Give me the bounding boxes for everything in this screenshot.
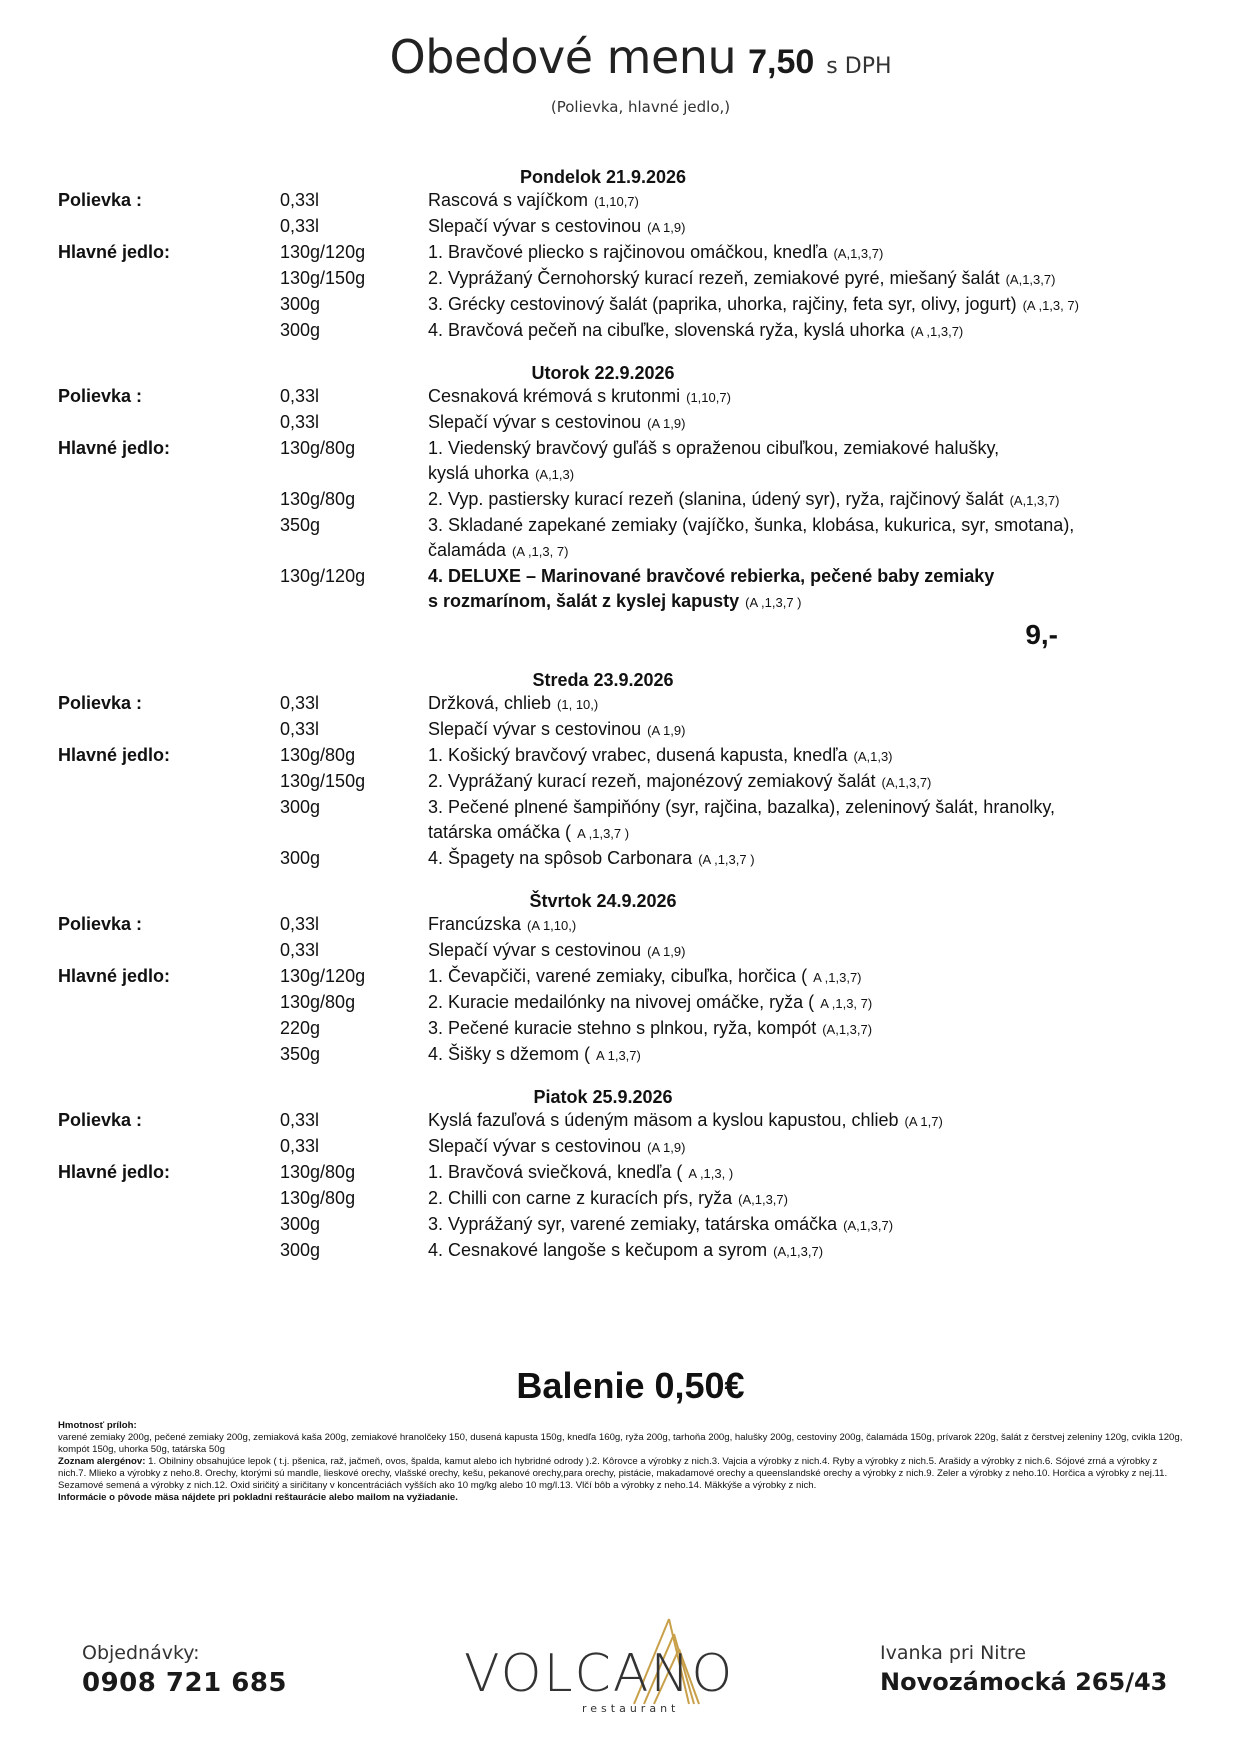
allergen-codes: (A,1,3,7) — [773, 1244, 824, 1259]
menu-row — [58, 384, 1198, 410]
meat-origin-note: Informácie o pôvode mäsa nájdete pri pokladni reštaurácie alebo mailom na vyžiadanie. — [58, 1492, 458, 1503]
dish — [428, 487, 1198, 513]
portion-size: 130g/150g — [280, 771, 366, 791]
order-label: Objednávky: — [82, 1642, 200, 1664]
dish — [428, 188, 1198, 214]
allergen-codes: (A,1,3,7) — [738, 1192, 788, 1207]
allergen-codes: (A 1,9) — [647, 220, 686, 235]
portion-size: 0,33l — [280, 1110, 320, 1130]
dish-name: Slepačí vývar s cestovinou — [428, 719, 642, 739]
dish — [428, 240, 1198, 266]
dish — [428, 538, 1198, 564]
day-title: Štvrtok 24.9.2026 — [529, 891, 677, 911]
allergen-codes: (A ,1,3,7) — [910, 324, 964, 339]
allergen-codes: A ,1,3, ) — [688, 1166, 734, 1181]
menu-row — [58, 1238, 1198, 1264]
dish — [428, 1238, 1198, 1264]
portion-size — [280, 461, 428, 487]
menu-title — [389, 30, 891, 84]
menu-row — [58, 1212, 1198, 1238]
dish-name: 1. Bravčové pliecko s rajčinovou omáčkou, knedľa — [428, 242, 828, 262]
row-label — [58, 487, 280, 513]
portion-size: 350g — [280, 1044, 321, 1064]
row-label — [58, 318, 280, 344]
portion-size: 300g — [280, 320, 321, 340]
portion-size — [280, 820, 428, 846]
menu-row — [58, 1016, 1198, 1042]
row-label — [58, 214, 280, 240]
dish — [428, 318, 1198, 344]
allergen-codes: (1, 10,) — [557, 697, 599, 712]
portion-size: 130g/80g — [280, 1162, 356, 1182]
dish-name: 4. Šišky s džemom ( — [428, 1044, 591, 1064]
row-label: Hlavné jedlo: — [58, 1162, 171, 1182]
allergen-codes: (A 1,9) — [647, 416, 686, 431]
vat-label: s DPH — [826, 54, 892, 79]
portion-size: 0,33l — [280, 940, 320, 960]
allergen-codes: A ,1,3,7 ) — [577, 826, 630, 841]
allergen-codes: (A ,1,3, 7) — [512, 544, 569, 559]
dish — [428, 1160, 1198, 1186]
allergen-codes: (A ,1,3, 7) — [1022, 298, 1079, 313]
dish-name: Slepačí vývar s cestovinou — [428, 412, 642, 432]
address — [880, 1642, 1167, 1696]
portion-size: 130g/120g — [280, 242, 366, 262]
row-label — [58, 1134, 280, 1160]
menu-row — [58, 461, 1198, 487]
menu-row — [58, 240, 1198, 266]
row-label — [58, 292, 280, 318]
dish-name: 4. DELUXE – Marinované bravčové rebierka, pečené baby zemiaky — [428, 566, 995, 586]
allergen-codes: (A 1,9) — [647, 1140, 686, 1155]
dish-name: Slepačí vývar s cestovinou — [428, 940, 642, 960]
row-label — [58, 538, 280, 564]
menu-row — [58, 266, 1198, 292]
deluxe-price: 9,- — [1025, 619, 1058, 650]
menu-row — [58, 214, 1198, 240]
dish-name: 3. Pečené kuracie stehno s plnkou, ryža, kompót — [428, 1018, 817, 1038]
portion-size: 130g/80g — [280, 489, 356, 509]
menu-row — [58, 1108, 1198, 1134]
volcano-logo — [464, 1614, 764, 1714]
dish-name: Kyslá fazuľová s údeným mäsom a kyslou kapustou, chlieb — [428, 1110, 899, 1130]
allergens-text: 1. Obilniny obsahujúce lepok ( t.j. pšenica, raž, jačmeň, ovos, špalda, kamut alebo ich hybridné odrody ).2. Kôrovce a výrobky z nich.3. Vajcia a výrobky z nich.4. Ryby a výrobky z nich.5. Arašidy a výrobky z nich.6. Sójové zrná a výrobky z nich.7. Mlieko a výrobky z neho.8. Orechy, ktorými sú mandle, lieskové orechy, vlašské orechy, kešu, pekanové orechy,para orechy, pistácie, makadamové orechy a queenslandské orechy a výrobky z nich.9. Zeler a výrobky z neho.10. Horčica a výrobky z nej.11. Sezamové semená a výrobky z nich.12. Oxid siričitý a siričitany v koncentráciách vyšších ako 10 mg/kg alebo 10 mg/l.13. Vlčí bôb a výrobky z neho.14. Mäkkýše a výrobky z nich. — [58, 1456, 1168, 1491]
dish-name: 3. Grécky cestovinový šalát (paprika, uhorka, rajčiny, feta syr, olivy, jogurt) — [428, 294, 1017, 314]
dish — [428, 1134, 1198, 1160]
dish — [428, 846, 1198, 872]
menu-row — [58, 538, 1198, 564]
row-label — [58, 564, 280, 589]
dish-name: kyslá uhorka — [428, 463, 530, 483]
dish — [428, 1016, 1198, 1042]
row-label — [58, 410, 280, 436]
dish — [428, 691, 1198, 717]
menu-row — [58, 292, 1198, 318]
row-label — [58, 513, 280, 538]
dish-name: 4. Cesnakové langoše s kečupom a syrom — [428, 1240, 768, 1260]
dish-name: 1. Košický bravčový vrabec, dusená kapusta, knedľa — [428, 745, 848, 765]
portion-size: 350g — [280, 515, 321, 535]
dish — [428, 912, 1198, 938]
dish-name: Cesnaková krémová s krutonmi — [428, 386, 681, 406]
portion-size: 130g/80g — [280, 1188, 356, 1208]
dish-name: 2. Vyprážaný kurací rezeň, majonézový zemiakový šalát — [428, 771, 876, 791]
portion-size: 300g — [280, 294, 321, 314]
portion-size: 0,33l — [280, 190, 320, 210]
portion-size: 0,33l — [280, 386, 320, 406]
row-label — [58, 717, 280, 743]
dish-name: 3. Pečené plnené šampiňóny (syr, rajčina, bazalka), zeleninový šalát, hranolky, — [428, 797, 1056, 817]
allergen-codes: A ,1,3, 7) — [820, 996, 873, 1011]
portion-size: 0,33l — [280, 693, 320, 713]
day-block — [58, 1086, 1198, 1264]
allergen-codes: (A ,1,3,7 ) — [698, 852, 755, 867]
row-label: Hlavné jedlo: — [58, 966, 171, 986]
day-block — [58, 166, 1198, 344]
address-city: Ivanka pri Nitre — [880, 1642, 1027, 1664]
dish — [428, 436, 1198, 461]
row-label — [58, 1186, 280, 1212]
menu-row — [58, 820, 1198, 846]
row-label: Hlavné jedlo: — [58, 745, 171, 765]
dish-name: Francúzska — [428, 914, 522, 934]
row-label — [58, 938, 280, 964]
order-phone: 0908 721 685 — [82, 1668, 288, 1698]
portion-size — [280, 589, 428, 615]
menu-row — [58, 691, 1198, 717]
menu-header — [0, 30, 1241, 116]
dish — [428, 461, 1198, 487]
sides-title: Hmotnosť príloh: — [58, 1420, 137, 1431]
order-info — [82, 1642, 287, 1698]
dish-name: 4. Špagety na spôsob Carbonara — [428, 848, 693, 868]
logo-text: VOLCANO — [464, 1644, 735, 1704]
dish — [428, 266, 1198, 292]
portion-size — [280, 538, 428, 564]
dish — [428, 1186, 1198, 1212]
row-label — [58, 1042, 280, 1068]
menu-row — [58, 188, 1198, 214]
title-text: Obedové menu — [389, 30, 737, 84]
dish — [428, 795, 1198, 820]
row-label — [58, 846, 280, 872]
row-label — [58, 769, 280, 795]
portion-size: 220g — [280, 1018, 321, 1038]
allergen-codes: (A 1,10,) — [527, 918, 577, 933]
dish — [428, 743, 1198, 769]
allergen-codes: A ,1,3,7) — [813, 970, 862, 985]
dish-name: 3. Vyprážaný syr, varené zemiaky, tatárska omáčka — [428, 1214, 838, 1234]
portion-size: 130g/80g — [280, 438, 356, 458]
portion-size: 0,33l — [280, 1136, 320, 1156]
row-label — [58, 266, 280, 292]
allergen-codes: (A,1,3,7) — [833, 246, 884, 261]
menu-row — [58, 990, 1198, 1016]
weekly-menu — [58, 166, 1198, 1282]
dish-name: tatárska omáčka ( — [428, 822, 572, 842]
menu-row — [58, 717, 1198, 743]
row-label: Hlavné jedlo: — [58, 438, 171, 458]
allergen-codes: (A 1,7) — [904, 1114, 943, 1129]
menu-row — [58, 410, 1198, 436]
row-label — [58, 589, 280, 615]
portion-size: 0,33l — [280, 719, 320, 739]
row-label: Polievka : — [58, 693, 143, 713]
row-label — [58, 795, 280, 820]
allergen-codes: (1,10,7) — [594, 194, 639, 209]
dish — [428, 1212, 1198, 1238]
dish-name: 2. Kuracie medailónky na nivovej omáčke, ryža ( — [428, 992, 815, 1012]
dish — [428, 564, 1198, 589]
dish-name: 2. Chilli con carne z kuracích pŕs, ryža — [428, 1188, 733, 1208]
dish-name: Rascová s vajíčkom — [428, 190, 589, 210]
row-label — [58, 990, 280, 1016]
day-title: Utorok 22.9.2026 — [531, 363, 675, 383]
footer — [0, 1600, 1241, 1720]
portion-size: 300g — [280, 1240, 321, 1260]
dish — [428, 717, 1198, 743]
dish — [428, 410, 1198, 436]
allergen-codes: (A ,1,3,7 ) — [745, 595, 802, 610]
menu-row — [58, 938, 1198, 964]
allergen-codes: (A,1,3,7) — [1005, 272, 1056, 287]
menu-row — [58, 318, 1198, 344]
dish-name: Slepačí vývar s cestovinou — [428, 216, 642, 236]
row-label — [58, 1212, 280, 1238]
allergen-codes: (1,10,7) — [686, 390, 731, 405]
allergen-codes: (A,1,3) — [535, 467, 575, 482]
notes-section — [58, 1420, 1183, 1504]
dish — [428, 1042, 1198, 1068]
menu-row — [58, 846, 1198, 872]
dish-name: 1. Viedenský bravčový guľáš s opraženou cibuľkou, zemiakové halušky, — [428, 438, 1000, 458]
portion-size: 0,33l — [280, 914, 320, 934]
menu-row — [58, 769, 1198, 795]
address-street: Novozámocká 265/43 — [880, 1668, 1168, 1696]
day-block — [58, 362, 1198, 651]
menu-row — [58, 589, 1198, 615]
row-label — [58, 820, 280, 846]
menu-row — [58, 487, 1198, 513]
day-title: Piatok 25.9.2026 — [533, 1087, 673, 1107]
logo-subtitle: restaurant — [582, 1702, 680, 1715]
dish — [428, 214, 1198, 240]
menu-row — [58, 964, 1198, 990]
day-title: Streda 23.9.2026 — [532, 670, 674, 690]
portion-size: 300g — [280, 848, 321, 868]
day-block — [58, 669, 1198, 872]
menu-row — [58, 436, 1198, 461]
row-label — [58, 461, 280, 487]
dish — [428, 292, 1198, 318]
row-label: Polievka : — [58, 386, 143, 406]
dish — [428, 1108, 1198, 1134]
dish — [428, 820, 1198, 846]
menu-row — [58, 1134, 1198, 1160]
dish — [428, 964, 1198, 990]
portion-size: 0,33l — [280, 216, 320, 236]
dish — [428, 938, 1198, 964]
sides-text: varené zemiaky 200g, pečené zemiaky 200g, zemiaková kaša 200g, zemiakové hranolčeky 150, dusená kapusta 150g, knedľa 160g, ryža 200g, tarhoňa 200g, halušky 200g, cestoviny 200g, čalamáda 150g, prívarok 220g, šalát z čerstvej zeleniny 120g, cvikla 120g, kompót 150g, uhorka 50g, tatárska 50g — [58, 1432, 1183, 1455]
menu-row — [58, 1186, 1198, 1212]
dish-name: Slepačí vývar s cestovinou — [428, 1136, 642, 1156]
menu-row — [58, 912, 1198, 938]
dish — [428, 384, 1198, 410]
dish-name: 2. Vyp. pastiersky kurací rezeň (slanina, údený syr), ryža, rajčinový šalát — [428, 489, 1004, 509]
dish — [428, 589, 1198, 615]
menu-row — [58, 513, 1198, 538]
row-label: Hlavné jedlo: — [58, 242, 171, 262]
menu-subtitle: (Polievka, hlavné jedlo,) — [550, 98, 731, 116]
allergen-codes: (A,1,3) — [853, 749, 893, 764]
day-title: Pondelok 21.9.2026 — [519, 167, 687, 187]
allergen-codes: (A,1,3,7) — [843, 1218, 894, 1233]
portion-size: 0,33l — [280, 412, 320, 432]
dish — [428, 513, 1198, 538]
dish-name: 1. Čevapčiči, varené zemiaky, cibuľka, horčica ( — [428, 966, 808, 986]
portion-size: 300g — [280, 1214, 321, 1234]
menu-row — [58, 795, 1198, 820]
dish-name: 2. Vyprážaný Černohorský kurací rezeň, zemiakové pyré, miešaný šalát — [428, 268, 1000, 288]
allergen-codes: (A,1,3,7) — [822, 1022, 873, 1037]
dish-name: Držková, chlieb — [428, 693, 552, 713]
dish-name: 1. Bravčová sviečková, knedľa ( — [428, 1162, 683, 1182]
dish-name: čalamáda — [428, 540, 507, 560]
row-label: Polievka : — [58, 1110, 143, 1130]
dish — [428, 769, 1198, 795]
menu-row — [58, 743, 1198, 769]
allergen-codes: (A 1,9) — [647, 723, 686, 738]
menu-price: 7,50 — [748, 43, 815, 81]
portion-size: 130g/80g — [280, 745, 356, 765]
day-block — [58, 890, 1198, 1068]
allergens-title: Zoznam alergénov: — [58, 1456, 146, 1467]
dish — [428, 990, 1198, 1016]
portion-size: 130g/120g — [280, 966, 366, 986]
allergen-codes: A 1,3,7) — [596, 1048, 641, 1063]
portion-size: 130g/80g — [280, 992, 356, 1012]
allergen-codes: (A,1,3,7) — [1009, 493, 1060, 508]
packaging-price: Balenie 0,50€ — [516, 1365, 745, 1406]
portion-size: 300g — [280, 797, 321, 817]
menu-row — [58, 564, 1198, 589]
dish-name: 4. Bravčová pečeň na cibuľke, slovenská ryža, kyslá uhorka — [428, 320, 905, 340]
row-label — [58, 1238, 280, 1264]
menu-row — [58, 1160, 1198, 1186]
row-label: Polievka : — [58, 914, 143, 934]
portion-size: 130g/120g — [280, 566, 366, 586]
allergen-codes: (A 1,9) — [647, 944, 686, 959]
dish-name: 3. Skladané zapekané zemiaky (vajíčko, šunka, klobása, kukurica, syr, smotana), — [428, 515, 1075, 535]
dish-name: s rozmarínom, šalát z kyslej kapusty — [428, 591, 740, 611]
portion-size: 130g/150g — [280, 268, 366, 288]
menu-row — [58, 1042, 1198, 1068]
row-label: Polievka : — [58, 190, 143, 210]
allergen-codes: (A,1,3,7) — [881, 775, 932, 790]
row-label — [58, 1016, 280, 1042]
